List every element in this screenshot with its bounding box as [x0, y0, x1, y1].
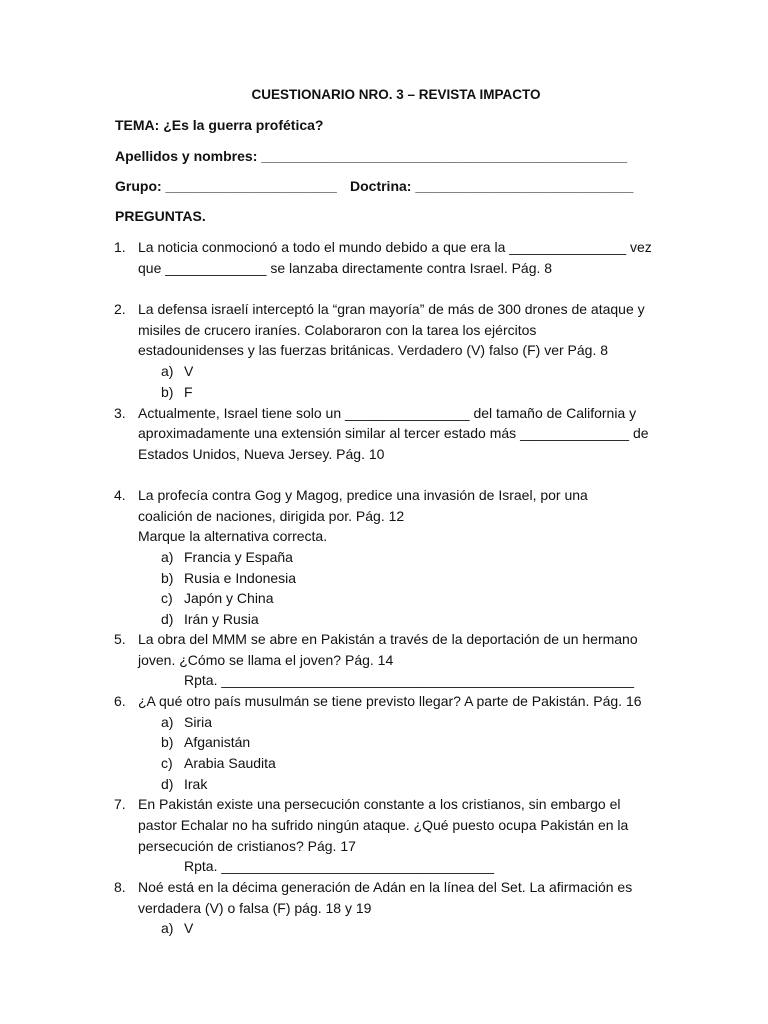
answer-line: Rpta. ___________________________________ — [184, 858, 494, 874]
option-letter: a) — [161, 920, 174, 936]
option-letter: b) — [161, 734, 174, 750]
option-text: Rusia e Indonesia — [184, 570, 297, 586]
option-letter: b) — [161, 384, 174, 400]
question-text: Noé está en la décima generación de Adán en la línea del Set. La afirmación es — [138, 879, 633, 895]
question-text: verdadera (V) o falsa (F) pág. 18 y 19 — [138, 900, 372, 916]
question-number: 4. — [114, 487, 126, 503]
option-text: Irak — [184, 776, 208, 792]
question-text: La obra del MMM se abre en Pakistán a través de la deportación de un hermano — [138, 631, 638, 647]
question-text: pastor Echalar no ha sufrido ningún ataque. ¿Qué puesto ocupa Pakistán en la — [138, 817, 629, 833]
option-text: Afganistán — [184, 734, 251, 750]
option-text: Irán y Rusia — [184, 611, 259, 627]
question-number: 7. — [114, 796, 126, 812]
option-text: Arabia Saudita — [184, 755, 276, 771]
option-text: F — [184, 384, 193, 400]
option-letter: d) — [161, 611, 174, 627]
question-number: 1. — [114, 239, 126, 255]
question-text: persecución de cristianos? Pág. 17 — [138, 838, 356, 854]
questions-heading: PREGUNTAS. — [115, 208, 206, 224]
option-text: V — [184, 920, 194, 936]
question-text: En Pakistán existe una persecución constante a los cristianos, sin embargo el — [138, 796, 621, 812]
doctrine-field-line: Doctrina: ____________________________ — [350, 178, 634, 194]
option-text: Siria — [184, 714, 213, 730]
option-letter: b) — [161, 570, 174, 586]
option-letter: c) — [161, 755, 173, 771]
question-text: Actualmente, Israel tiene solo un ________________ del tamaño de California y — [138, 405, 637, 421]
answer-line: Rpta. _____________________________________________________ — [184, 672, 635, 688]
question-text: La defensa israelí interceptó la “gran mayoría” de más de 300 drones de ataque y — [138, 301, 645, 317]
question-number: 5. — [114, 631, 126, 647]
document-title: CUESTIONARIO NRO. 3 – REVISTA IMPACTO — [251, 87, 541, 102]
question-number: 8. — [114, 879, 126, 895]
question-text: La noticia conmocionó a todo el mundo debido a que era la _______________ vez — [138, 239, 652, 255]
topic-line: TEMA: ¿Es la guerra profética? — [115, 117, 324, 133]
question-text: Estados Unidos, Nueva Jersey. Pág. 10 — [138, 446, 385, 462]
question-text: joven. ¿Cómo se llama el joven? Pág. 14 — [138, 652, 394, 668]
question-text: aproximadamente una extensión similar al tercer estado más ______________ de — [138, 425, 649, 441]
option-text: V — [184, 363, 194, 379]
question-number: 2. — [114, 301, 126, 317]
option-letter: c) — [161, 590, 173, 606]
option-text: Francia y España — [184, 549, 293, 565]
name-field-line: Apellidos y nombres: _______________________________________________ — [115, 148, 628, 164]
option-letter: a) — [161, 363, 174, 379]
question-text: estadounidenses y las fuerzas británicas. Verdadero (V) falso (F) ver Pág. 8 — [138, 342, 609, 358]
group-field-line: Grupo: ______________________ — [115, 178, 337, 194]
question-number: 6. — [114, 693, 126, 709]
option-letter: d) — [161, 776, 174, 792]
question-number: 3. — [114, 405, 126, 421]
option-letter: a) — [161, 714, 174, 730]
option-text: Japón y China — [184, 590, 274, 606]
question-text: coalición de naciones, dirigida por. Pág. 12 — [138, 508, 405, 524]
question-text: ¿A qué otro país musulmán se tiene previsto llegar? A parte de Pakistán. Pág. 16 — [138, 693, 642, 709]
question-text: Marque la alternativa correcta. — [138, 528, 328, 544]
option-letter: a) — [161, 549, 174, 565]
question-text: La profecía contra Gog y Magog, predice una invasión de Israel, por una — [138, 487, 588, 503]
question-text: misiles de crucero iraníes. Colaboraron con la tarea los ejércitos — [138, 322, 537, 338]
question-text: que _____________ se lanzaba directamente contra Israel. Pág. 8 — [138, 260, 553, 276]
